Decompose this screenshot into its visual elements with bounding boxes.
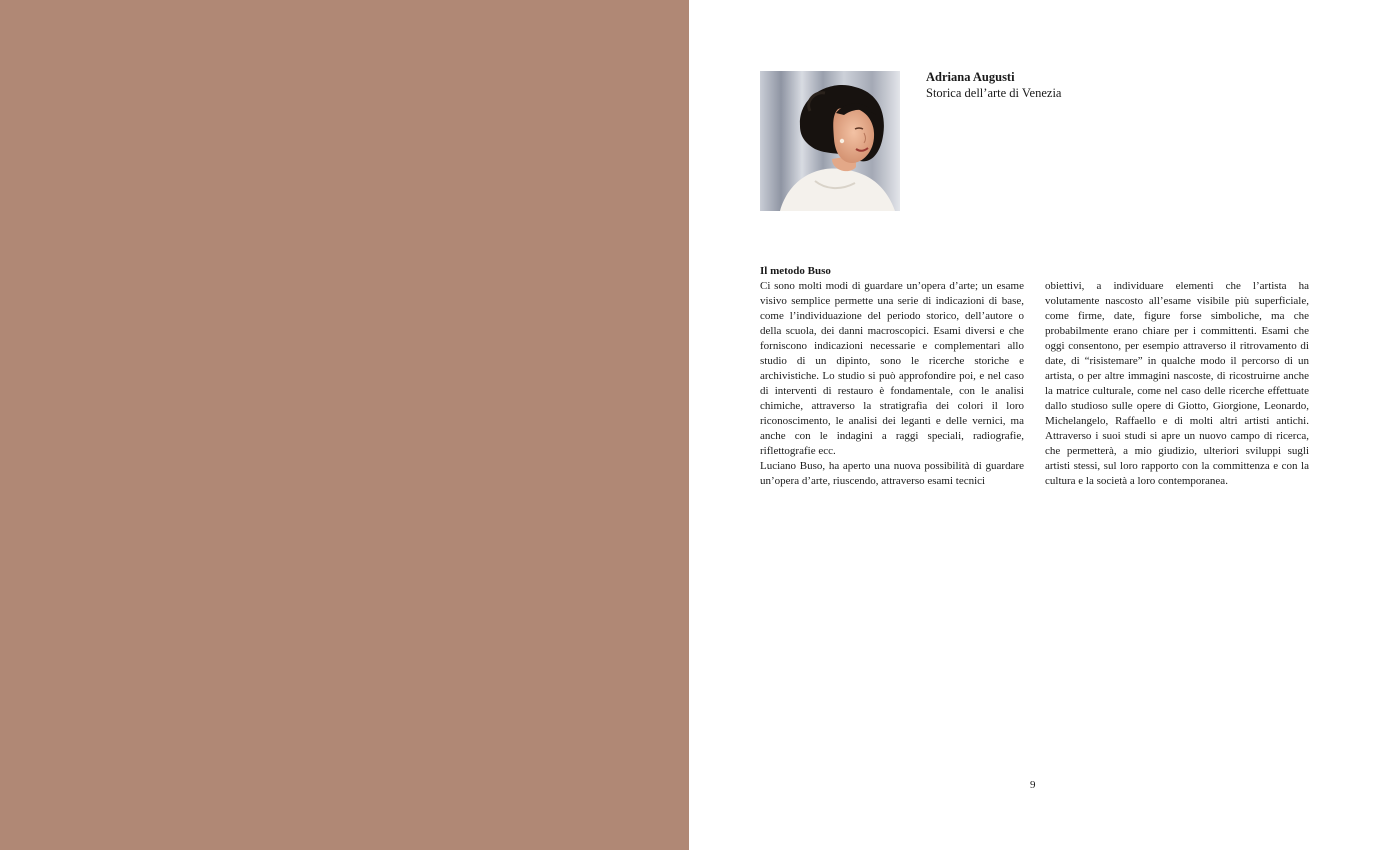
page-number: 9 [1030,779,1036,791]
author-role: Storica dell’arte di Venezia [926,86,1062,100]
paragraph: Ci sono molti modi di guardare un’opera d’arte; un esame visivo semplice permette una serie di indicazioni di base, come l’individuazione del periodo storico, dell’autore o della scuola, dei danni macroscopici. Esami diversi e che forniscono indicazioni necessarie e complementari allo studio di un dipinto, sono le ricerche storiche e archivistiche. Lo studio si può approfondire poi, e nel caso di interventi di restauro è fondamentale, con le analisi chimiche, attraverso la stratigrafia dei colori il loro riconoscimento, le analisi dei leganti e delle vernici, ma anche con le indagini a raggi speciali, radiografie, riflettografie ecc. [760,280,1024,457]
text-column-right [1045,279,1309,489]
author-block [926,69,1061,101]
paragraph: obiettivi, a individuare elementi che l’artista ha volutamente nascosto all’esame visibile più superficiale, come firme, date, figure forse simboliche, ma che probabilmente erano chiare per i committenti. Esami che oggi consentono, per esempio attraverso il ritrovamento di date, di “risistemare” in qualche modo il percorso di un artista, o per altre immagini nascoste, di ricostruirne anche la matrice culturale, come nel caso delle ricerche effettuate dallo studioso sulle opere di Giotto, Giorgione, Leonardo, Michelangelo, Raffaello e di molti altri artisti antichi. Attraverso i suoi studi si apre un nuovo campo di ricerca, che permetterà, a mio giudizio, ulteriori sviluppi sugli artisti stessi, sul loro rapporto con la committenza e con la cultura e la società a loro contemporanea. [1045,280,1309,487]
author-portrait-photo [760,71,900,211]
paragraph: Luciano Buso, ha aperto una nuova possibilità di guardare un’opera d’arte, riuscendo, attraverso esami tecnici [760,460,1024,487]
article-title: Il metodo Buso [760,265,831,277]
text-column-left [760,279,1024,489]
author-name: Adriana Augusti [926,70,1015,84]
right-page [689,0,1378,850]
